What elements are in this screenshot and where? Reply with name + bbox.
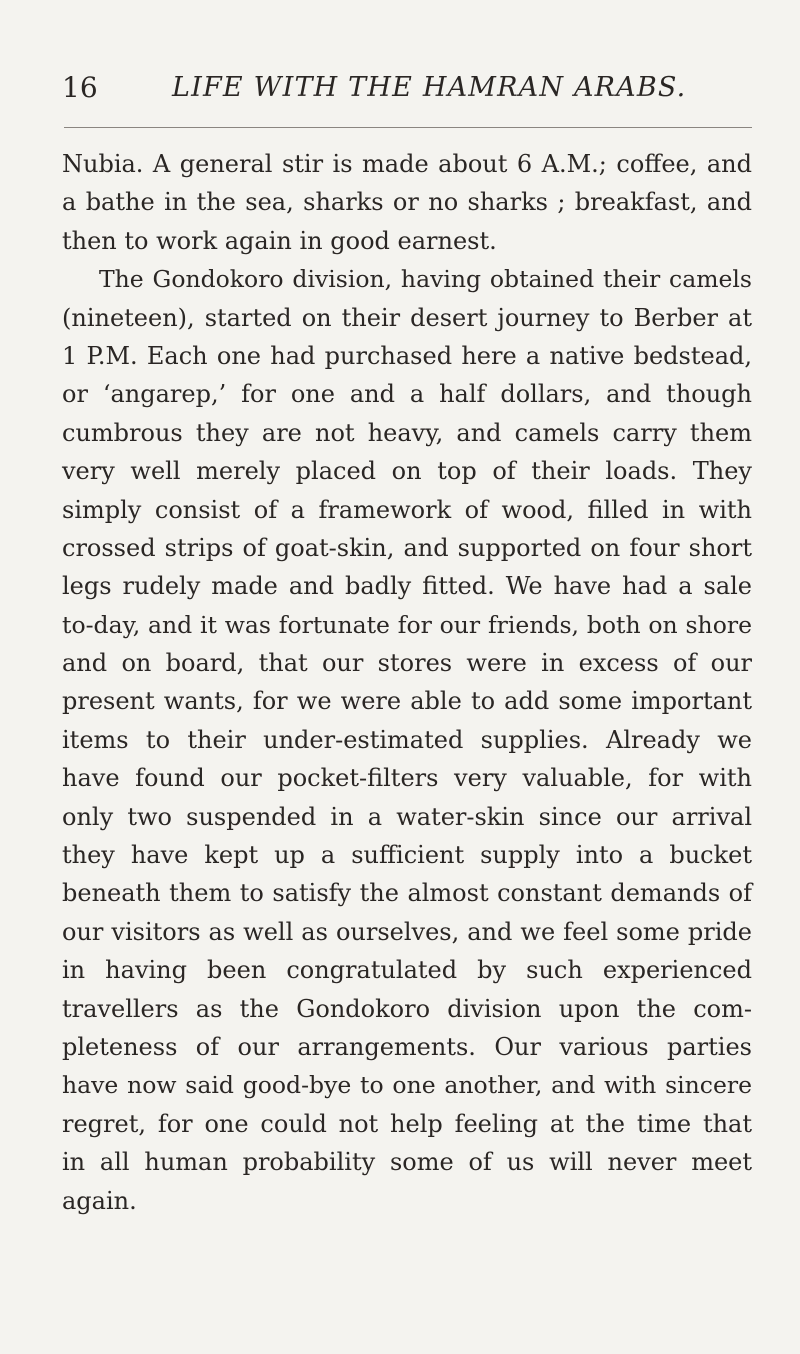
text-line: 1 P.M. Each one had purchased here a native bedstead, [62, 341, 752, 370]
text-line: have now said good-bye to one another, and with sincere [62, 1071, 752, 1100]
text-line: our visitors as well as ourselves, and we feel some pride [62, 917, 752, 946]
header-rule [64, 127, 752, 128]
text-line: and on board, that our stores were in excess of our [62, 649, 752, 678]
text-line: a bathe in the sea, sharks or no sharks ; breakfast, and [62, 188, 752, 217]
page-number: 16 [62, 71, 98, 104]
text-line: present wants, for we were able to add some important [62, 687, 752, 716]
text-line: cumbrous they are not heavy, and camels carry them [62, 418, 752, 447]
text-line: have found our pocket-filters very valuable, for with [62, 764, 752, 793]
text-line: Nubia. A general stir is made about 6 A.M.; coffee, and [62, 150, 752, 178]
text-line: crossed strips of goat-skin, and supported on four short [62, 533, 752, 562]
text-line: simply consist of a framework of wood, filled in with [62, 495, 752, 524]
text-line: pleteness of our arrangements. Our various parties [62, 1032, 752, 1061]
text-line: to-day, and it was fortunate for our friends, both on shore [62, 610, 752, 639]
text-line: they have kept up a sufficient supply into a bucket [62, 841, 752, 870]
running-title: LIFE WITH THE HAMRAN ARABS. [172, 72, 687, 103]
body-text [62, 145, 752, 1220]
text-line: again. [62, 1186, 137, 1215]
text-line: or ‘angarep,’ for one and a half dollars, and though [62, 380, 752, 409]
text-line: in all human probability some of us will never meet [62, 1148, 752, 1177]
text-line: very well merely placed on top of their loads. They [62, 457, 752, 486]
text-line: travellers as the Gondokoro division upon the com- [62, 994, 752, 1023]
text-line: beneath them to satisfy the almost constant demands of [62, 879, 752, 908]
text-line: then to work again in good earnest. [62, 226, 497, 255]
text-line: (nineteen), started on their desert journey to Berber at [62, 303, 752, 332]
text-line: legs rudely made and badly fitted. We have had a sale [62, 572, 752, 601]
text-line: in having been congratulated by such experienced [62, 956, 752, 985]
text-line: only two suspended in a water-skin since our arrival [62, 802, 752, 831]
text-line: The Gondokoro division, having obtained their camels [99, 265, 752, 294]
text-line: items to their under-estimated supplies. Already we [62, 725, 752, 754]
page-header [62, 70, 752, 114]
text-line: regret, for one could not help feeling at the time that [62, 1109, 752, 1138]
